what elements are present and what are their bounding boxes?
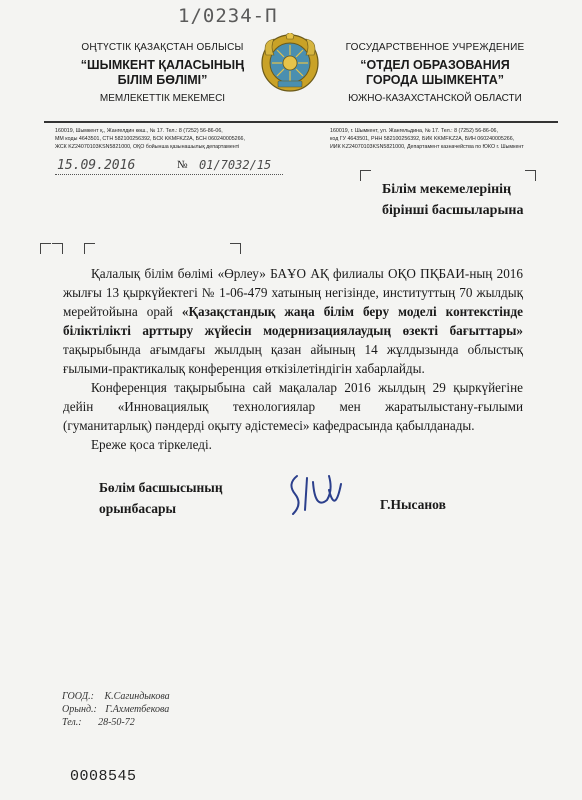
footer-executor-label: Орынд.: xyxy=(62,704,97,715)
paragraph-1-text: Қалалық білім бөлімі «Өрлеу» БАҰО АҚ филиалы ОҚО ПҚБАИ-ның 2016 жылғы 13 қыркүйектегі № 1-06-479 хатының негізінде, институттың 70 жылдық мерейтойына орай xyxy=(63,266,523,319)
signature-position xyxy=(99,477,223,519)
right-name-line2: ГОРОДА ШЫМКЕНТА” xyxy=(365,73,505,88)
outgoing-date: 15.09.2016 xyxy=(57,158,136,173)
header-divider xyxy=(44,121,558,123)
right-requisites xyxy=(330,127,524,152)
subject-bracket-right2 xyxy=(230,243,241,254)
outgoing-underline xyxy=(55,174,283,175)
addressee-line1: Білім мекемелерінің xyxy=(382,182,512,197)
footer-executor-row xyxy=(62,703,170,716)
subject-bracket-right1 xyxy=(84,243,95,254)
registration-number: 1/0234-П xyxy=(178,5,278,27)
footer-phone-row xyxy=(62,716,170,729)
left-type: МЕМЛЕКЕТТІК МЕКЕМЕСІ xyxy=(99,92,226,104)
right-name-line1: “ОТДЕЛ ОБРАЗОВАНИЯ xyxy=(360,57,510,72)
conference-title: «Қазақстандық жаңа білім беру моделі контекстінде біліктілікті арттыру жүйесін модернизациялаудың өзекті бағыттары» xyxy=(63,304,524,338)
footer-dept-person: К.Сагиндыкова xyxy=(104,691,170,702)
footer-phone-label: Тел.: xyxy=(62,717,82,728)
left-requisites xyxy=(55,127,245,152)
left-requisite-line: 160019, Шымкент қ., Жангелдин көш., № 17. Тел.: 8 (7252) 56-86-06, xyxy=(55,128,223,134)
paragraph-2: Конференция тақырыбына сай мақалалар 2016 жылдың 29 қыркүйегіне дейін «Инновациялық технологиялар мен жаратылыстану-ғылыми (гуманитарлық) пәндерді оқыту әдістемесі» кафедрасында қабылданады. xyxy=(63,380,523,433)
signature-position-line2: орынбасары xyxy=(99,501,177,516)
footer-phone: 28-50-72 xyxy=(98,717,135,728)
right-header xyxy=(322,42,548,105)
left-requisite-line: ММ коды 4643501, СТН 582100256392, БСК KKMFKZ2A, БСН 060240005266, xyxy=(55,136,245,143)
right-type: ГОСУДАРСТВЕННОЕ УЧРЕЖДЕНИЕ xyxy=(345,42,525,53)
handwritten-signature xyxy=(283,470,353,518)
left-header xyxy=(40,42,285,105)
right-requisite-line: 160019, г. Шымкент, ул. Жангельдина, № 17. Тел.: 8 (7252) 56-86-06, xyxy=(330,128,498,134)
serial-number: 0008545 xyxy=(70,768,137,785)
subject-bracket-left1 xyxy=(40,243,51,254)
paragraph-1-text-end: тақырыбында ағымдағы жылдың қазан айының 14 жұлдызында облыстық ғылыми-практикалық конференция өткізілетіндігін хабарлайды. xyxy=(63,342,523,376)
state-emblem xyxy=(260,33,320,95)
footer xyxy=(62,690,170,729)
outgoing-number-sign: № xyxy=(177,159,188,171)
left-name-line1: “ШЫМКЕНТ ҚАЛАСЫНЫҢ xyxy=(80,57,245,72)
outgoing-line xyxy=(55,158,285,176)
addressee-line2: бірінші басшыларына xyxy=(382,203,524,218)
left-requisite-line: ЖСК KZ24070103KSN5821000, ОҚО бойынша қазынашылық департаменті xyxy=(55,144,240,151)
letter-body xyxy=(63,264,523,454)
signature-position-line1: Бөлім басшысының xyxy=(99,480,223,495)
paragraph-1 xyxy=(63,264,523,378)
right-oblast: ЮЖНО-КАЗАХСТАНСКОЙ ОБЛАСТИ xyxy=(348,92,522,104)
outgoing-number: 01/7032/15 xyxy=(199,158,272,172)
addressee-bracket-right xyxy=(525,170,536,181)
footer-dept-label: ГООД.: xyxy=(62,691,94,702)
signer-name: Г.Нысанов xyxy=(380,497,446,512)
subject-bracket-left2 xyxy=(52,243,63,254)
right-requisite-line: код ГУ 4643501, РНН 582100256392, БИК KKMFKZ2A, БИН 060240005266, xyxy=(330,136,515,143)
right-requisite-line: ИИК KZ24070103KSN5821000, Департамент казначейства по ЮКО г. Шымкент xyxy=(330,144,524,151)
addressee-bracket-left xyxy=(360,170,371,181)
left-oblast: ОҢТҮСТІК ҚАЗАҚСТАН ОБЛЫСЫ xyxy=(81,42,244,53)
left-name-line2: БІЛІМ БӨЛІМІ” xyxy=(117,73,208,88)
footer-dept-row xyxy=(62,690,170,703)
footer-executor-person: Г.Ахметбекова xyxy=(105,704,170,715)
addressee xyxy=(382,179,523,221)
paragraph-3: Ереже қоса тіркеледі. xyxy=(91,437,212,452)
